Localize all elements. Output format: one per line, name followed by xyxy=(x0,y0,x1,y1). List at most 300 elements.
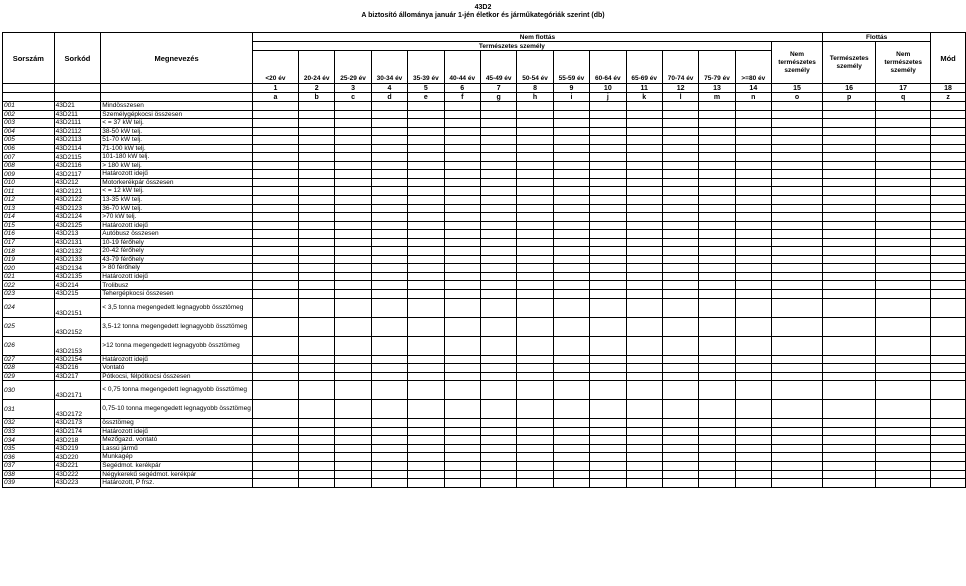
data-cell[interactable] xyxy=(335,364,371,373)
data-cell[interactable] xyxy=(252,213,298,222)
data-cell[interactable] xyxy=(771,264,822,273)
data-cell[interactable] xyxy=(699,400,735,419)
data-cell[interactable] xyxy=(408,170,444,179)
data-cell[interactable] xyxy=(299,372,335,381)
data-cell[interactable] xyxy=(335,381,371,400)
data-cell[interactable] xyxy=(408,178,444,187)
data-cell[interactable] xyxy=(931,355,966,364)
data-cell[interactable] xyxy=(517,281,553,290)
data-cell[interactable] xyxy=(299,281,335,290)
data-cell[interactable] xyxy=(517,427,553,436)
data-cell[interactable] xyxy=(335,187,371,196)
data-cell[interactable] xyxy=(626,364,662,373)
data-cell[interactable] xyxy=(299,230,335,239)
data-cell[interactable] xyxy=(931,119,966,128)
data-cell[interactable] xyxy=(931,272,966,281)
data-cell[interactable] xyxy=(771,144,822,153)
data-cell[interactable] xyxy=(553,355,589,364)
data-cell[interactable] xyxy=(735,290,771,299)
data-cell[interactable] xyxy=(553,221,589,230)
data-cell[interactable] xyxy=(480,336,516,355)
data-cell[interactable] xyxy=(662,153,698,162)
data-cell[interactable] xyxy=(662,213,698,222)
data-cell[interactable] xyxy=(823,470,876,479)
data-cell[interactable] xyxy=(553,119,589,128)
data-cell[interactable] xyxy=(371,364,407,373)
data-cell[interactable] xyxy=(517,317,553,336)
data-cell[interactable] xyxy=(335,204,371,213)
data-cell[interactable] xyxy=(408,136,444,145)
data-cell[interactable] xyxy=(371,298,407,317)
data-cell[interactable] xyxy=(252,400,298,419)
data-cell[interactable] xyxy=(931,196,966,205)
data-cell[interactable] xyxy=(590,230,626,239)
data-cell[interactable] xyxy=(823,317,876,336)
data-cell[interactable] xyxy=(335,238,371,247)
data-cell[interactable] xyxy=(699,161,735,170)
data-cell[interactable] xyxy=(444,381,480,400)
data-cell[interactable] xyxy=(335,461,371,470)
data-cell[interactable] xyxy=(626,221,662,230)
data-cell[interactable] xyxy=(590,119,626,128)
data-cell[interactable] xyxy=(335,144,371,153)
data-cell[interactable] xyxy=(408,238,444,247)
data-cell[interactable] xyxy=(371,419,407,428)
data-cell[interactable] xyxy=(252,230,298,239)
data-cell[interactable] xyxy=(553,153,589,162)
data-cell[interactable] xyxy=(517,470,553,479)
data-cell[interactable] xyxy=(553,336,589,355)
data-cell[interactable] xyxy=(371,110,407,119)
data-cell[interactable] xyxy=(590,255,626,264)
data-cell[interactable] xyxy=(823,264,876,273)
data-cell[interactable] xyxy=(335,213,371,222)
data-cell[interactable] xyxy=(823,170,876,179)
data-cell[interactable] xyxy=(335,479,371,488)
data-cell[interactable] xyxy=(444,355,480,364)
data-cell[interactable] xyxy=(299,364,335,373)
data-cell[interactable] xyxy=(517,381,553,400)
data-cell[interactable] xyxy=(335,372,371,381)
data-cell[interactable] xyxy=(626,170,662,179)
data-cell[interactable] xyxy=(626,419,662,428)
data-cell[interactable] xyxy=(735,461,771,470)
data-cell[interactable] xyxy=(735,238,771,247)
data-cell[interactable] xyxy=(771,419,822,428)
data-cell[interactable] xyxy=(444,336,480,355)
data-cell[interactable] xyxy=(699,364,735,373)
data-cell[interactable] xyxy=(771,281,822,290)
data-cell[interactable] xyxy=(876,144,931,153)
data-cell[interactable] xyxy=(876,372,931,381)
data-cell[interactable] xyxy=(553,444,589,453)
data-cell[interactable] xyxy=(252,317,298,336)
data-cell[interactable] xyxy=(335,419,371,428)
data-cell[interactable] xyxy=(662,136,698,145)
data-cell[interactable] xyxy=(931,127,966,136)
data-cell[interactable] xyxy=(823,281,876,290)
data-cell[interactable] xyxy=(252,247,298,256)
data-cell[interactable] xyxy=(931,461,966,470)
data-cell[interactable] xyxy=(771,127,822,136)
data-cell[interactable] xyxy=(480,127,516,136)
data-cell[interactable] xyxy=(876,427,931,436)
data-cell[interactable] xyxy=(408,204,444,213)
data-cell[interactable] xyxy=(626,298,662,317)
data-cell[interactable] xyxy=(626,355,662,364)
data-cell[interactable] xyxy=(699,479,735,488)
data-cell[interactable] xyxy=(371,264,407,273)
data-cell[interactable] xyxy=(335,453,371,462)
data-cell[interactable] xyxy=(299,419,335,428)
data-cell[interactable] xyxy=(408,427,444,436)
data-cell[interactable] xyxy=(299,298,335,317)
data-cell[interactable] xyxy=(626,372,662,381)
data-cell[interactable] xyxy=(335,127,371,136)
data-cell[interactable] xyxy=(876,470,931,479)
data-cell[interactable] xyxy=(590,196,626,205)
data-cell[interactable] xyxy=(299,213,335,222)
data-cell[interactable] xyxy=(735,230,771,239)
data-cell[interactable] xyxy=(771,136,822,145)
data-cell[interactable] xyxy=(252,255,298,264)
data-cell[interactable] xyxy=(590,204,626,213)
data-cell[interactable] xyxy=(590,479,626,488)
data-cell[interactable] xyxy=(626,196,662,205)
data-cell[interactable] xyxy=(371,230,407,239)
data-cell[interactable] xyxy=(480,427,516,436)
data-cell[interactable] xyxy=(408,213,444,222)
data-cell[interactable] xyxy=(553,144,589,153)
data-cell[interactable] xyxy=(931,290,966,299)
data-cell[interactable] xyxy=(553,427,589,436)
data-cell[interactable] xyxy=(771,298,822,317)
data-cell[interactable] xyxy=(931,204,966,213)
data-cell[interactable] xyxy=(699,355,735,364)
data-cell[interactable] xyxy=(371,444,407,453)
data-cell[interactable] xyxy=(626,479,662,488)
data-cell[interactable] xyxy=(771,470,822,479)
data-cell[interactable] xyxy=(931,419,966,428)
data-cell[interactable] xyxy=(408,436,444,445)
data-cell[interactable] xyxy=(823,110,876,119)
data-cell[interactable] xyxy=(335,230,371,239)
data-cell[interactable] xyxy=(662,272,698,281)
data-cell[interactable] xyxy=(480,144,516,153)
data-cell[interactable] xyxy=(408,221,444,230)
data-cell[interactable] xyxy=(735,247,771,256)
data-cell[interactable] xyxy=(299,427,335,436)
data-cell[interactable] xyxy=(371,196,407,205)
data-cell[interactable] xyxy=(480,230,516,239)
data-cell[interactable] xyxy=(553,364,589,373)
data-cell[interactable] xyxy=(252,161,298,170)
data-cell[interactable] xyxy=(931,170,966,179)
data-cell[interactable] xyxy=(876,453,931,462)
data-cell[interactable] xyxy=(876,272,931,281)
data-cell[interactable] xyxy=(823,372,876,381)
data-cell[interactable] xyxy=(735,281,771,290)
data-cell[interactable] xyxy=(517,196,553,205)
data-cell[interactable] xyxy=(662,461,698,470)
data-cell[interactable] xyxy=(252,102,298,111)
data-cell[interactable] xyxy=(699,336,735,355)
data-cell[interactable] xyxy=(699,453,735,462)
data-cell[interactable] xyxy=(931,221,966,230)
data-cell[interactable] xyxy=(408,127,444,136)
data-cell[interactable] xyxy=(252,153,298,162)
data-cell[interactable] xyxy=(590,136,626,145)
data-cell[interactable] xyxy=(876,238,931,247)
data-cell[interactable] xyxy=(371,119,407,128)
data-cell[interactable] xyxy=(590,161,626,170)
data-cell[interactable] xyxy=(444,461,480,470)
data-cell[interactable] xyxy=(444,290,480,299)
data-cell[interactable] xyxy=(876,355,931,364)
data-cell[interactable] xyxy=(626,272,662,281)
data-cell[interactable] xyxy=(735,272,771,281)
data-cell[interactable] xyxy=(480,444,516,453)
data-cell[interactable] xyxy=(590,444,626,453)
data-cell[interactable] xyxy=(626,238,662,247)
data-cell[interactable] xyxy=(252,136,298,145)
data-cell[interactable] xyxy=(876,436,931,445)
data-cell[interactable] xyxy=(699,298,735,317)
data-cell[interactable] xyxy=(699,221,735,230)
data-cell[interactable] xyxy=(626,317,662,336)
data-cell[interactable] xyxy=(480,381,516,400)
data-cell[interactable] xyxy=(408,102,444,111)
data-cell[interactable] xyxy=(823,298,876,317)
data-cell[interactable] xyxy=(335,355,371,364)
data-cell[interactable] xyxy=(876,127,931,136)
data-cell[interactable] xyxy=(335,264,371,273)
data-cell[interactable] xyxy=(299,453,335,462)
data-cell[interactable] xyxy=(771,102,822,111)
data-cell[interactable] xyxy=(626,453,662,462)
data-cell[interactable] xyxy=(408,161,444,170)
data-cell[interactable] xyxy=(553,317,589,336)
data-cell[interactable] xyxy=(252,119,298,128)
data-cell[interactable] xyxy=(371,317,407,336)
data-cell[interactable] xyxy=(823,247,876,256)
data-cell[interactable] xyxy=(823,204,876,213)
data-cell[interactable] xyxy=(371,136,407,145)
data-cell[interactable] xyxy=(590,290,626,299)
data-cell[interactable] xyxy=(553,127,589,136)
data-cell[interactable] xyxy=(771,453,822,462)
data-cell[interactable] xyxy=(408,298,444,317)
data-cell[interactable] xyxy=(931,427,966,436)
data-cell[interactable] xyxy=(553,400,589,419)
data-cell[interactable] xyxy=(371,381,407,400)
data-cell[interactable] xyxy=(517,213,553,222)
data-cell[interactable] xyxy=(699,110,735,119)
data-cell[interactable] xyxy=(590,461,626,470)
data-cell[interactable] xyxy=(771,221,822,230)
data-cell[interactable] xyxy=(735,255,771,264)
data-cell[interactable] xyxy=(517,178,553,187)
data-cell[interactable] xyxy=(517,127,553,136)
data-cell[interactable] xyxy=(771,479,822,488)
data-cell[interactable] xyxy=(553,213,589,222)
data-cell[interactable] xyxy=(823,144,876,153)
data-cell[interactable] xyxy=(408,381,444,400)
data-cell[interactable] xyxy=(408,470,444,479)
data-cell[interactable] xyxy=(699,381,735,400)
data-cell[interactable] xyxy=(517,230,553,239)
data-cell[interactable] xyxy=(662,127,698,136)
data-cell[interactable] xyxy=(335,444,371,453)
data-cell[interactable] xyxy=(735,119,771,128)
data-cell[interactable] xyxy=(517,153,553,162)
data-cell[interactable] xyxy=(735,479,771,488)
data-cell[interactable] xyxy=(771,372,822,381)
data-cell[interactable] xyxy=(444,247,480,256)
data-cell[interactable] xyxy=(590,213,626,222)
data-cell[interactable] xyxy=(771,204,822,213)
data-cell[interactable] xyxy=(699,436,735,445)
data-cell[interactable] xyxy=(408,461,444,470)
data-cell[interactable] xyxy=(517,298,553,317)
data-cell[interactable] xyxy=(444,372,480,381)
data-cell[interactable] xyxy=(823,427,876,436)
data-cell[interactable] xyxy=(823,436,876,445)
data-cell[interactable] xyxy=(771,355,822,364)
data-cell[interactable] xyxy=(735,196,771,205)
data-cell[interactable] xyxy=(823,136,876,145)
data-cell[interactable] xyxy=(699,119,735,128)
data-cell[interactable] xyxy=(699,102,735,111)
data-cell[interactable] xyxy=(299,153,335,162)
data-cell[interactable] xyxy=(444,238,480,247)
data-cell[interactable] xyxy=(408,453,444,462)
data-cell[interactable] xyxy=(771,153,822,162)
data-cell[interactable] xyxy=(626,178,662,187)
data-cell[interactable] xyxy=(876,419,931,428)
data-cell[interactable] xyxy=(408,317,444,336)
data-cell[interactable] xyxy=(662,470,698,479)
data-cell[interactable] xyxy=(876,170,931,179)
data-cell[interactable] xyxy=(662,364,698,373)
data-cell[interactable] xyxy=(876,178,931,187)
data-cell[interactable] xyxy=(252,444,298,453)
data-cell[interactable] xyxy=(252,178,298,187)
data-cell[interactable] xyxy=(662,144,698,153)
data-cell[interactable] xyxy=(590,153,626,162)
data-cell[interactable] xyxy=(931,161,966,170)
data-cell[interactable] xyxy=(590,400,626,419)
data-cell[interactable] xyxy=(590,247,626,256)
data-cell[interactable] xyxy=(480,453,516,462)
data-cell[interactable] xyxy=(371,187,407,196)
data-cell[interactable] xyxy=(299,127,335,136)
data-cell[interactable] xyxy=(252,298,298,317)
data-cell[interactable] xyxy=(626,470,662,479)
data-cell[interactable] xyxy=(876,247,931,256)
data-cell[interactable] xyxy=(626,444,662,453)
data-cell[interactable] xyxy=(252,281,298,290)
data-cell[interactable] xyxy=(335,290,371,299)
data-cell[interactable] xyxy=(626,144,662,153)
data-cell[interactable] xyxy=(590,238,626,247)
data-cell[interactable] xyxy=(626,461,662,470)
data-cell[interactable] xyxy=(699,230,735,239)
data-cell[interactable] xyxy=(444,196,480,205)
data-cell[interactable] xyxy=(590,419,626,428)
data-cell[interactable] xyxy=(931,317,966,336)
data-cell[interactable] xyxy=(371,153,407,162)
data-cell[interactable] xyxy=(823,102,876,111)
data-cell[interactable] xyxy=(876,161,931,170)
data-cell[interactable] xyxy=(699,264,735,273)
data-cell[interactable] xyxy=(590,187,626,196)
data-cell[interactable] xyxy=(699,238,735,247)
data-cell[interactable] xyxy=(371,161,407,170)
data-cell[interactable] xyxy=(480,436,516,445)
data-cell[interactable] xyxy=(408,290,444,299)
data-cell[interactable] xyxy=(252,419,298,428)
data-cell[interactable] xyxy=(931,453,966,462)
data-cell[interactable] xyxy=(662,317,698,336)
data-cell[interactable] xyxy=(371,336,407,355)
data-cell[interactable] xyxy=(823,272,876,281)
data-cell[interactable] xyxy=(299,436,335,445)
data-cell[interactable] xyxy=(371,461,407,470)
data-cell[interactable] xyxy=(553,161,589,170)
data-cell[interactable] xyxy=(335,161,371,170)
data-cell[interactable] xyxy=(876,110,931,119)
data-cell[interactable] xyxy=(299,187,335,196)
data-cell[interactable] xyxy=(480,153,516,162)
data-cell[interactable] xyxy=(771,230,822,239)
data-cell[interactable] xyxy=(252,204,298,213)
data-cell[interactable] xyxy=(931,400,966,419)
data-cell[interactable] xyxy=(480,238,516,247)
data-cell[interactable] xyxy=(444,264,480,273)
data-cell[interactable] xyxy=(553,290,589,299)
data-cell[interactable] xyxy=(626,427,662,436)
data-cell[interactable] xyxy=(553,264,589,273)
data-cell[interactable] xyxy=(252,170,298,179)
data-cell[interactable] xyxy=(480,281,516,290)
data-cell[interactable] xyxy=(480,290,516,299)
data-cell[interactable] xyxy=(876,444,931,453)
data-cell[interactable] xyxy=(626,336,662,355)
data-cell[interactable] xyxy=(626,281,662,290)
data-cell[interactable] xyxy=(480,272,516,281)
data-cell[interactable] xyxy=(662,444,698,453)
data-cell[interactable] xyxy=(517,238,553,247)
data-cell[interactable] xyxy=(517,255,553,264)
data-cell[interactable] xyxy=(662,419,698,428)
data-cell[interactable] xyxy=(444,298,480,317)
data-cell[interactable] xyxy=(480,419,516,428)
data-cell[interactable] xyxy=(662,221,698,230)
data-cell[interactable] xyxy=(771,290,822,299)
data-cell[interactable] xyxy=(444,281,480,290)
data-cell[interactable] xyxy=(517,436,553,445)
data-cell[interactable] xyxy=(517,364,553,373)
data-cell[interactable] xyxy=(517,144,553,153)
data-cell[interactable] xyxy=(626,204,662,213)
data-cell[interactable] xyxy=(408,153,444,162)
data-cell[interactable] xyxy=(371,479,407,488)
data-cell[interactable] xyxy=(626,161,662,170)
data-cell[interactable] xyxy=(299,204,335,213)
data-cell[interactable] xyxy=(771,400,822,419)
data-cell[interactable] xyxy=(662,281,698,290)
